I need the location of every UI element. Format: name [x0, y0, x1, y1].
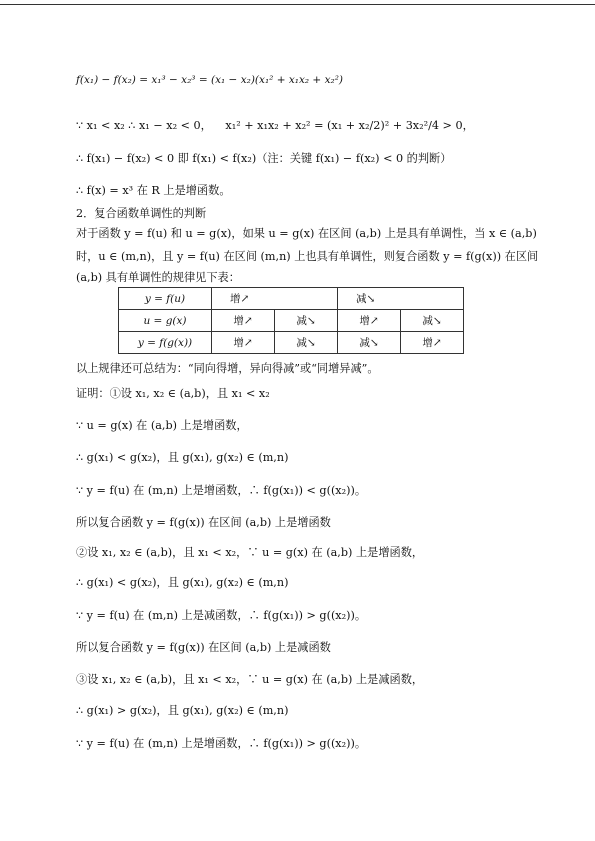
header-rule: [0, 4, 595, 5]
table-cell: 减↘: [338, 332, 401, 354]
definition-line-2: 时，u ∈ (m,n)，且 y = f(u) 在区间 (m,n) 上也具有单调性，则复合函数 y = f(g(x)) 在区间: [76, 250, 539, 263]
proof-case-2-conclusion: 所以复合函数 y = f(g(x)) 在区间 (a,b) 上是减函数: [76, 641, 331, 654]
proof-case-1-setup: 证明：①设 x₁, x₂ ∈ (a,b)，且 x₁ < x₂: [76, 387, 270, 400]
table-cell: 增↗: [212, 288, 338, 310]
section-heading: 2．复合函数单调性的判断: [76, 207, 207, 220]
table-header-composite: y = f(g(x)): [119, 332, 212, 354]
premise-positive-sum: x₁² + x₁x₂ + x₂² = (x₁ + x₂/2)² + 3x₂²/4 > 0，: [225, 119, 474, 132]
table-cell: 增↗: [212, 332, 275, 354]
summary-line: 以上规律还可总结为：“同向得增，异向得减”或“同增异减”。: [76, 362, 379, 375]
proof-case-1-step-3: ∵ y = f(u) 在 (m,n) 上是增函数，∴ f(g(x₁)) < g((x₂))。: [76, 484, 367, 497]
premise-order: ∵ x₁ < x₂ ∴ x₁ − x₂ < 0，: [76, 119, 212, 132]
table-cell: 增↗: [338, 310, 401, 332]
proof-case-3-setup: ③设 x₁, x₂ ∈ (a,b)，且 x₁ < x₂，∵ u = g(x) 在 (a,b) 上是减函数，: [76, 673, 424, 686]
table-header-outer: y = f(u): [119, 288, 212, 310]
table-header-inner: u = g(x): [119, 310, 212, 332]
proof-case-1-step-2: ∴ g(x₁) < g(x₂)，且 g(x₁), g(x₂) ∈ (m,n): [76, 451, 289, 464]
table-cell: 减↘: [275, 310, 338, 332]
proof-case-2-step-2: ∵ y = f(u) 在 (m,n) 上是减函数，∴ f(g(x₁)) > g((x₂))。: [76, 609, 367, 622]
proof-case-1-conclusion: 所以复合函数 y = f(g(x)) 在区间 (a,b) 上是增函数: [76, 516, 331, 529]
proof-case-2-setup: ②设 x₁, x₂ ∈ (a,b)，且 x₁ < x₂，∵ u = g(x) 在 (a,b) 上是增函数，: [76, 546, 424, 559]
proof-case-2-step-1: ∴ g(x₁) < g(x₂)，且 g(x₁), g(x₂) ∈ (m,n): [76, 576, 289, 589]
conclusion-note: ∴ f(x₁) − f(x₂) < 0 即 f(x₁) < f(x₂)（注：关键 f(x₁) − f(x₂) < 0 的判断）: [76, 152, 452, 165]
proof-case-1-step-1: ∵ u = g(x) 在 (a,b) 上是增函数，: [76, 419, 248, 432]
table-cell: 减↘: [275, 332, 338, 354]
conclusion-increasing: ∴ f(x) = x³ 在 R 上是增函数。: [76, 184, 231, 197]
table-cell: 减↘: [338, 288, 464, 310]
equation-difference: f(x₁) − f(x₂) = x₁³ − x₂³ = (x₁ − x₂)(x₁² + x₁x₂ + x₂²): [76, 74, 344, 86]
table-cell: 减↘: [401, 310, 464, 332]
monotonicity-table: [118, 287, 464, 354]
definition-line-1: 对于函数 y = f(u) 和 u = g(x)，如果 u = g(x) 在区间 (a,b) 上是具有单调性，当 x ∈ (a,b): [76, 227, 537, 240]
table-row: [119, 332, 464, 354]
proof-case-3-step-2: ∵ y = f(u) 在 (m,n) 上是增函数，∴ f(g(x₁)) > g((x₂))。: [76, 737, 367, 750]
table-row: [119, 310, 464, 332]
definition-line-3: (a,b) 具有单调性的规律见下表：: [76, 271, 240, 284]
proof-case-3-step-1: ∴ g(x₁) > g(x₂)，且 g(x₁), g(x₂) ∈ (m,n): [76, 704, 289, 717]
table-cell: 增↗: [212, 310, 275, 332]
table-cell: 增↗: [401, 332, 464, 354]
premise-line: [76, 119, 474, 133]
table-row: [119, 288, 464, 310]
